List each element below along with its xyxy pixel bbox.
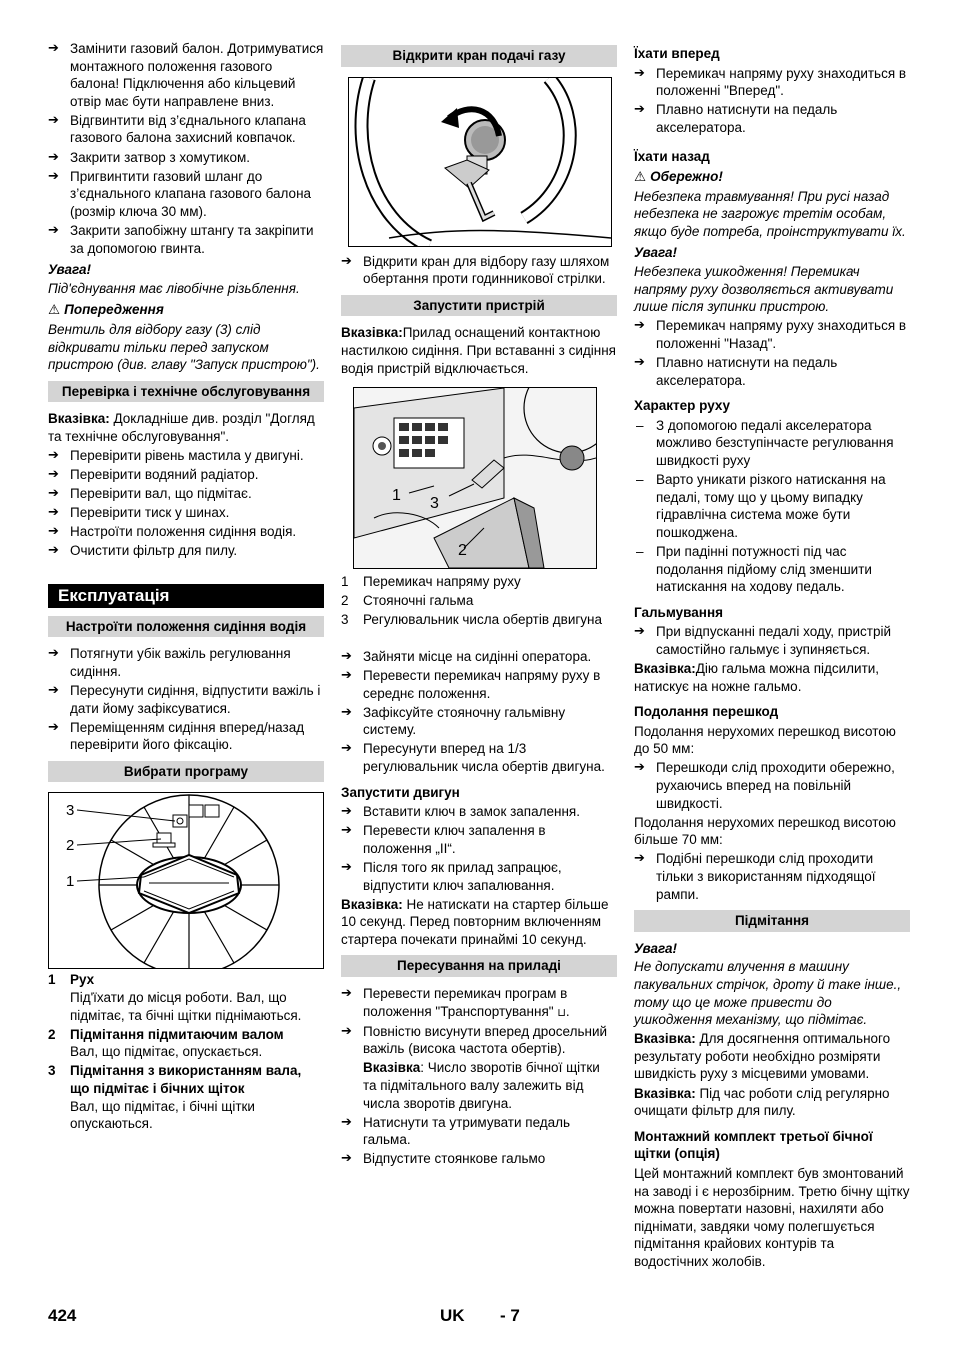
list-item: ➔ Подібні перешкоди слід проходити тільки з використанням підходящої рампи. [634, 850, 910, 903]
note-text: Для досягнення оптимального результату роботи необхідно розміряти швидкість руху з місцевими умовами. [634, 1031, 891, 1082]
list-item: ➔ При відпусканні педалі ходу, пристрій самостійно гальмує і зупиняється. [634, 623, 910, 658]
list-item: ➔ Перевірити вал, що підмітає. [48, 485, 324, 503]
warning-text: Вентиль для відбору газу (3) слід відкривати тільки перед запуском пристрою (див. главу "Запуск пристрою"). [48, 321, 320, 373]
list-item: ➔ Вставити ключ в замок запалення. [341, 803, 617, 821]
list-item: ➔ Після того як прилад запрацює, відпустити ключ запалювання. [341, 859, 617, 894]
note-text: Під'єднування має лівобічне різьблення. [48, 280, 300, 296]
brake-heading: Гальмування [634, 604, 723, 620]
program-desc: Під'їхати до місця роботи. Вал, що підмітає, та бічні щітки піднімаються. [70, 989, 302, 1023]
list-item: ➔ Перевести перемикач напряму руху в середнє положення. [341, 667, 617, 702]
list-item: ➔ Відкрити кран для відбору газу шляхом обертання проти годинникової стрілки. [341, 253, 617, 288]
program-desc: Вал, що підмітає, і бічні щітки опускаються. [70, 1098, 255, 1132]
page-number: 424 [48, 1306, 77, 1325]
dial-callout-3: 3 [66, 802, 75, 820]
list-item: ➔ Відгвинтити від з’єднального клапана газового балона захисний ковпачок. [48, 112, 324, 147]
note-text: Не натискати на стартер більше 10 секунд. Перед повторним включенням стартера почекати принаймі 10 секунд. [341, 896, 609, 947]
list-item: ➔ Очистити фільтр для пилу. [48, 542, 324, 560]
engine-note [341, 896, 617, 949]
list-item: ➔ Перешкоди слід проходити обережно, рухаючись вперед на повільній швидкості. [634, 759, 910, 812]
sweep-note [634, 1085, 910, 1120]
note-label: Вказівка: [48, 411, 110, 427]
legend-item: 3 Регулювальник числа обертів двигуна [341, 612, 602, 628]
start-note [341, 324, 617, 377]
attention-label: Увага! [634, 245, 677, 261]
note-text: Докладніше див. розділ "Догляд та технічне обслуговування". [48, 411, 315, 444]
legend-item: 1 Перемикач напряму руху [341, 574, 521, 590]
obstacle-text: Подолання нерухомих перешкод висотою більше 70 мм: [634, 814, 896, 848]
reverse-heading: Їхати назад [634, 149, 710, 165]
note-label: Вказівка: [634, 1031, 696, 1047]
gas-valve-figure [348, 77, 612, 247]
attention-label: Увага! [634, 940, 677, 956]
dial-callout-1: 1 [66, 873, 75, 891]
list-item: ➔ Перемикач напряму руху знаходиться в положенні "Вперед". [634, 65, 910, 100]
sweep-note [634, 1030, 910, 1083]
section-title: Експлуатація [48, 584, 324, 608]
list-item: ➔ Перемикач напряму руху знаходиться в положенні "Назад". [634, 317, 910, 352]
brush-icon [189, 805, 203, 817]
dial-illustration [49, 793, 323, 968]
list-item: ➔ Пригвинтити газовий шланг до з’єднального клапана газового балона (розмір ключа 30 мм). [48, 168, 324, 221]
note-label: Увага! [48, 262, 91, 278]
list-item: ➔ Натиснути та утримувати педаль гальма. [341, 1114, 617, 1149]
list-item: ➔ Зайняти місце на сидінні оператора. [341, 648, 617, 666]
forward-heading: Їхати вперед [634, 46, 720, 61]
transport-icon: ⊔ [557, 1005, 566, 1019]
control-panel-illustration [354, 388, 596, 568]
move-note [341, 1059, 617, 1112]
kit-heading: Монтажний комплект третьої бічної щітки (опція) [634, 1128, 873, 1162]
list-item: ➔ Повністю висунути вперед дросельний важіль (висока частота обертів). [341, 1023, 617, 1058]
list-item: ➔ Плавно натиснути на педаль акселератора. [634, 101, 910, 136]
list-item: ➔ Зафіксуйте стояночну гальмівну систему. [341, 704, 617, 739]
list-item: – З допомогою педалі акселератора можливо безступінчасте регулювання швидкості руху [634, 417, 910, 470]
program-item: 2 Підмітання підмитаючим валом [48, 1026, 284, 1042]
list-item: ➔ Замінити газовий балон. Дотримуватися монтажного положення газового балона! Підключення або кільцевий отвір має бути направлене вниз. [48, 40, 324, 110]
note-text: Дію гальма можна підсилити, натискує на ножне гальмо. [634, 661, 880, 694]
warning-label: Попередження [64, 302, 164, 318]
dial-callout-2: 2 [66, 837, 75, 855]
list-item: ➔ Пересунути сидіння, відпустити важіль і дати йому зафіксуватися. [48, 682, 324, 717]
note-label: Вказівка [363, 1060, 421, 1076]
program-heading: Вибрати програму [48, 761, 324, 783]
engine-heading: Запустити двигун [341, 784, 460, 800]
list-item: – Варто уникати різкого натискання на педалі, тому що у цьому випадку гідравлічна система може бути пошкоджена. [634, 471, 910, 541]
list-item: ➔ Закрити запобіжну штангу та закріпити за допомогою гвинта. [48, 222, 324, 257]
caution-label: Обережно! [650, 169, 723, 185]
warning-triangle-icon: ⚠ [48, 302, 61, 319]
note-text: Під час роботи слід регулярно очищати фільтр для пилу. [634, 1085, 890, 1119]
panel-callout-2: 2 [458, 542, 467, 560]
column-3 [634, 40, 910, 1272]
start-heading: Запустити пристрій [341, 295, 617, 317]
side-brush-icon [205, 805, 219, 817]
warning-heading [48, 301, 324, 320]
list-item: ➔ Закрити затвор з хомутиком. [48, 149, 324, 167]
obstacle-text: Подолання нерухомих перешкод висотою до 50 мм: [634, 723, 896, 757]
list-item: ➔ Плавно натиснути на педаль акселератора. [634, 354, 910, 389]
brake-note [634, 660, 910, 695]
list-item: ➔ Потягнути убік важіль регулювання сидіння. [48, 645, 324, 680]
sweep-heading: Підмітання [634, 910, 910, 932]
column-1 [48, 40, 324, 1134]
program-item: 1 Рух [48, 972, 95, 988]
list-item: ➔ Переміщенням сидіння вперед/назад перевірити його фіксацію. [48, 719, 324, 754]
list-item: – При падінні потужності під час подолання підйому слід зменшити натискання на ходову педаль. [634, 543, 910, 596]
attention-text: Небезпека ушкодження! Перемикач напряму руху дозволяється активувати лише після зупинки пристрою. [634, 264, 894, 315]
note-text: Прилад оснащений контактною настилкою сидіння. При вставанні з сидіння водія пристрій відключається. [341, 325, 616, 376]
gas-heading: Відкрити кран подачі газу [341, 45, 617, 67]
roller-icon [173, 815, 187, 827]
list-item: ➔ Пересунути вперед на 1/3 регулювальник числа обертів двигуна. [341, 740, 617, 775]
seat-heading: Настроїти положення сидіння водія [48, 616, 324, 638]
note-text: : Число зворотів бічної щітки та підмітального валу залежить від числа зворотів двигуна. [363, 1060, 600, 1111]
legend-item: 2 Стояночні гальма [341, 593, 474, 609]
program-item: 3 Підмітання з використанням вала, що підмітає і бічних щіток [48, 1063, 302, 1096]
list-item: ➔ Перевірити рівень мастила у двигуні. [48, 447, 324, 465]
control-panel-figure [353, 387, 597, 569]
list-item: ➔ Перевірити водяний радіатор. [48, 466, 324, 484]
check-note [48, 410, 324, 445]
list-item: ➔ Відпустите стоянкове гальмо [341, 1150, 617, 1168]
note-label: Вказівка: [634, 661, 696, 676]
program-desc: Вал, що підмітає, опускається. [70, 1044, 263, 1060]
motion-heading: Характер руху [634, 398, 731, 414]
caution-text: Небезпека травмування! При русі назад небезпека не загрожує третім особам, якщо буде потреба, проінструктувати їх. [634, 188, 906, 239]
move-heading: Пересування на приладі [341, 955, 617, 977]
note-label: Вказівка: [341, 896, 403, 912]
obstacle-heading: Подолання перешкод [634, 704, 779, 720]
language-code: UK [440, 1306, 465, 1325]
note-label: Вказівка: [634, 1085, 696, 1101]
sub-page-number: - 7 [500, 1306, 520, 1325]
kit-text: Цей монтажний комплект був змонтований на заводі і є нерозбірним. Третю бічну щітку можна повертати назовні, нахиляти або піднімати, завдяки чому полегшується підмітання крайових контурів та водостічних жолобів. [634, 1165, 910, 1269]
list-item: ➔ Перевірити тиск у шинах. [48, 504, 324, 522]
gas-valve-illustration [349, 78, 611, 246]
list-item: ➔ Перевести перемикач програм в положення "Транспортування" ⊔. [341, 985, 617, 1021]
list-item: ➔ Перевести ключ запалення в положення „ІІ“. [341, 822, 617, 857]
panel-callout-3: 3 [430, 495, 439, 513]
program-dial-figure [48, 792, 324, 969]
column-2 [341, 40, 617, 1169]
list-item: ➔ Настроїти положення сидіння водія. [48, 523, 324, 541]
attention-text: Не допускати влучення в машину пакувальних стрічок, дроту й таке інше., тому що це може привести до ушкодження механізму, що підмітає. [634, 959, 902, 1028]
panel-callout-1: 1 [392, 487, 401, 505]
check-heading: Перевірка і технічне обслуговування [48, 381, 324, 403]
caution-heading [634, 168, 910, 187]
note-label: Вказівка: [341, 325, 403, 341]
warning-triangle-icon: ⚠ [634, 169, 647, 186]
